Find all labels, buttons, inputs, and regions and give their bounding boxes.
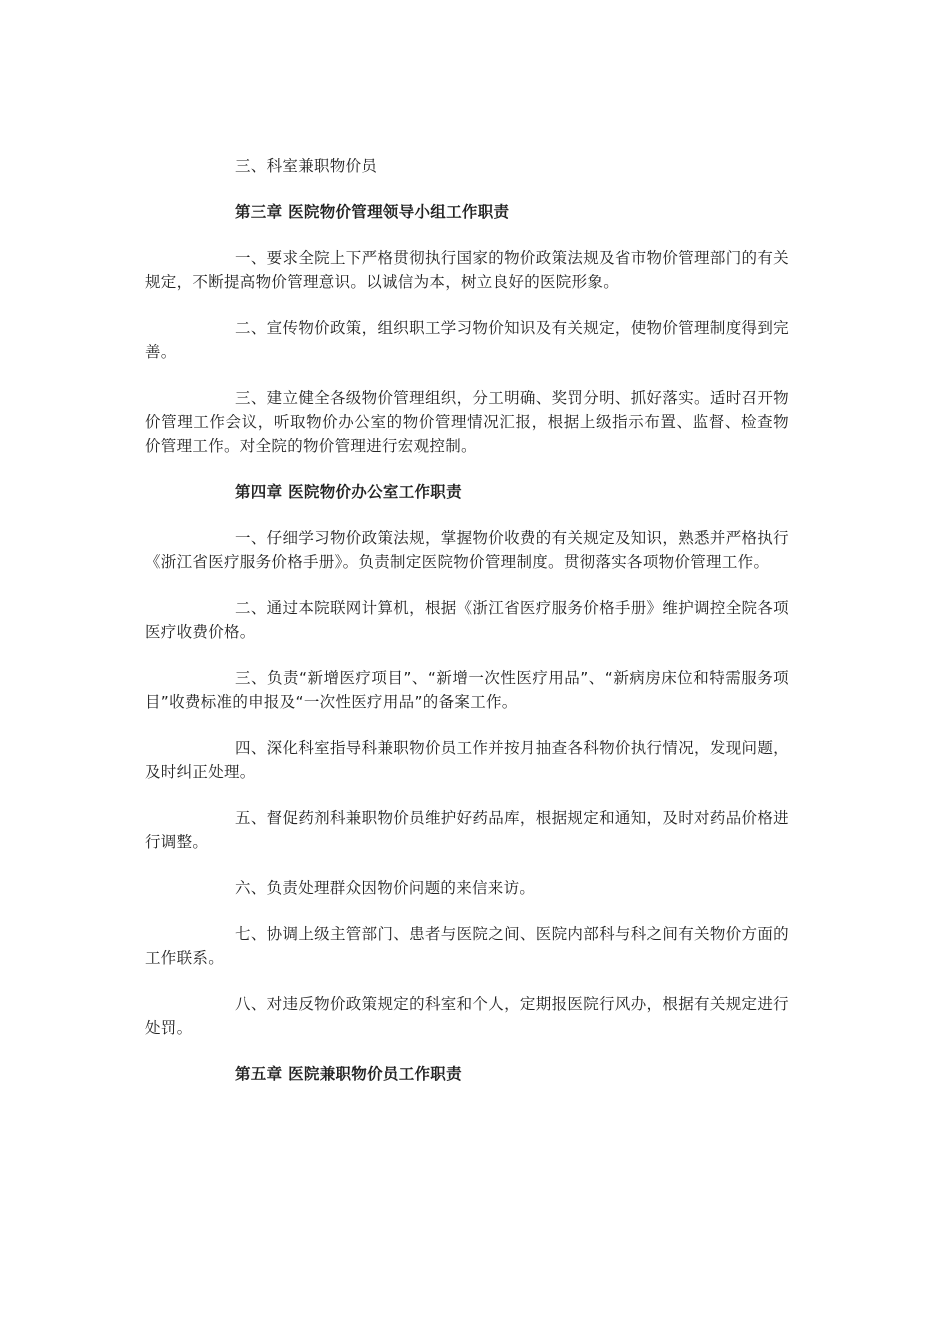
paragraph-ch3-item-1: 一、要求全院上下严格贯彻执行国家的物价政策法规及省市物价管理部门的有关规定，不断提高物价管理意识。以诚信为本，树立良好的医院形象。 xyxy=(145,249,789,291)
chapter-3-heading: 第三章 医院物价管理领导小组工作职责 xyxy=(235,203,510,221)
document-body xyxy=(145,154,789,1108)
paragraph-ch4-item-2: 二、通过本院联网计算机，根据《浙江省医疗服务价格手册》维护调控全院各项医疗收费价格。 xyxy=(145,599,789,641)
paragraph-ch4-item-7: 七、协调上级主管部门、患者与医院之间、医院内部科与科之间有关物价方面的工作联系。 xyxy=(145,925,789,967)
paragraph-ch3-item-2: 二、宣传物价政策，组织职工学习物价知识及有关规定，使物价管理制度得到完善。 xyxy=(145,319,789,361)
paragraph-ch4-item-4: 四、深化科室指导科兼职物价员工作并按月抽查各科物价执行情况，发现问题，及时纠正处理。 xyxy=(145,739,789,781)
chapter-4-heading: 第四章 医院物价办公室工作职责 xyxy=(235,483,462,501)
paragraph-ch3-item-3: 三、建立健全各级物价管理组织，分工明确、奖罚分明、抓好落实。适时召开物价管理工作会议，听取物价办公室的物价管理情况汇报，根据上级指示布置、监督、检查物价管理工作。对全院的物价管理进行宏观控制。 xyxy=(145,389,789,455)
paragraph-ch4-item-5: 五、督促药剂科兼职物价员维护好药品库，根据规定和通知，及时对药品价格进行调整。 xyxy=(145,809,789,851)
paragraph-ch4-item-1: 一、仔细学习物价政策法规，掌握物价收费的有关规定及知识，熟悉并严格执行《浙江省医疗服务价格手册》。负责制定医院物价管理制度。贯彻落实各项物价管理工作。 xyxy=(145,529,789,571)
paragraph-ch4-item-6: 六、负责处理群众因物价问题的来信来访。 xyxy=(235,879,536,897)
paragraph-section-3-part-time-clerk: 三、科室兼职物价员 xyxy=(235,157,378,175)
chapter-5-heading: 第五章 医院兼职物价员工作职责 xyxy=(235,1065,462,1083)
paragraph-ch4-item-3: 三、负责“新增医疗项目”、“新增一次性医疗用品”、“新病房床位和特需服务项目”收费标准的申报及“一次性医疗用品”的备案工作。 xyxy=(145,669,789,711)
paragraph-ch4-item-8: 八、对违反物价政策规定的科室和个人，定期报医院行风办，根据有关规定进行处罚。 xyxy=(145,995,789,1037)
